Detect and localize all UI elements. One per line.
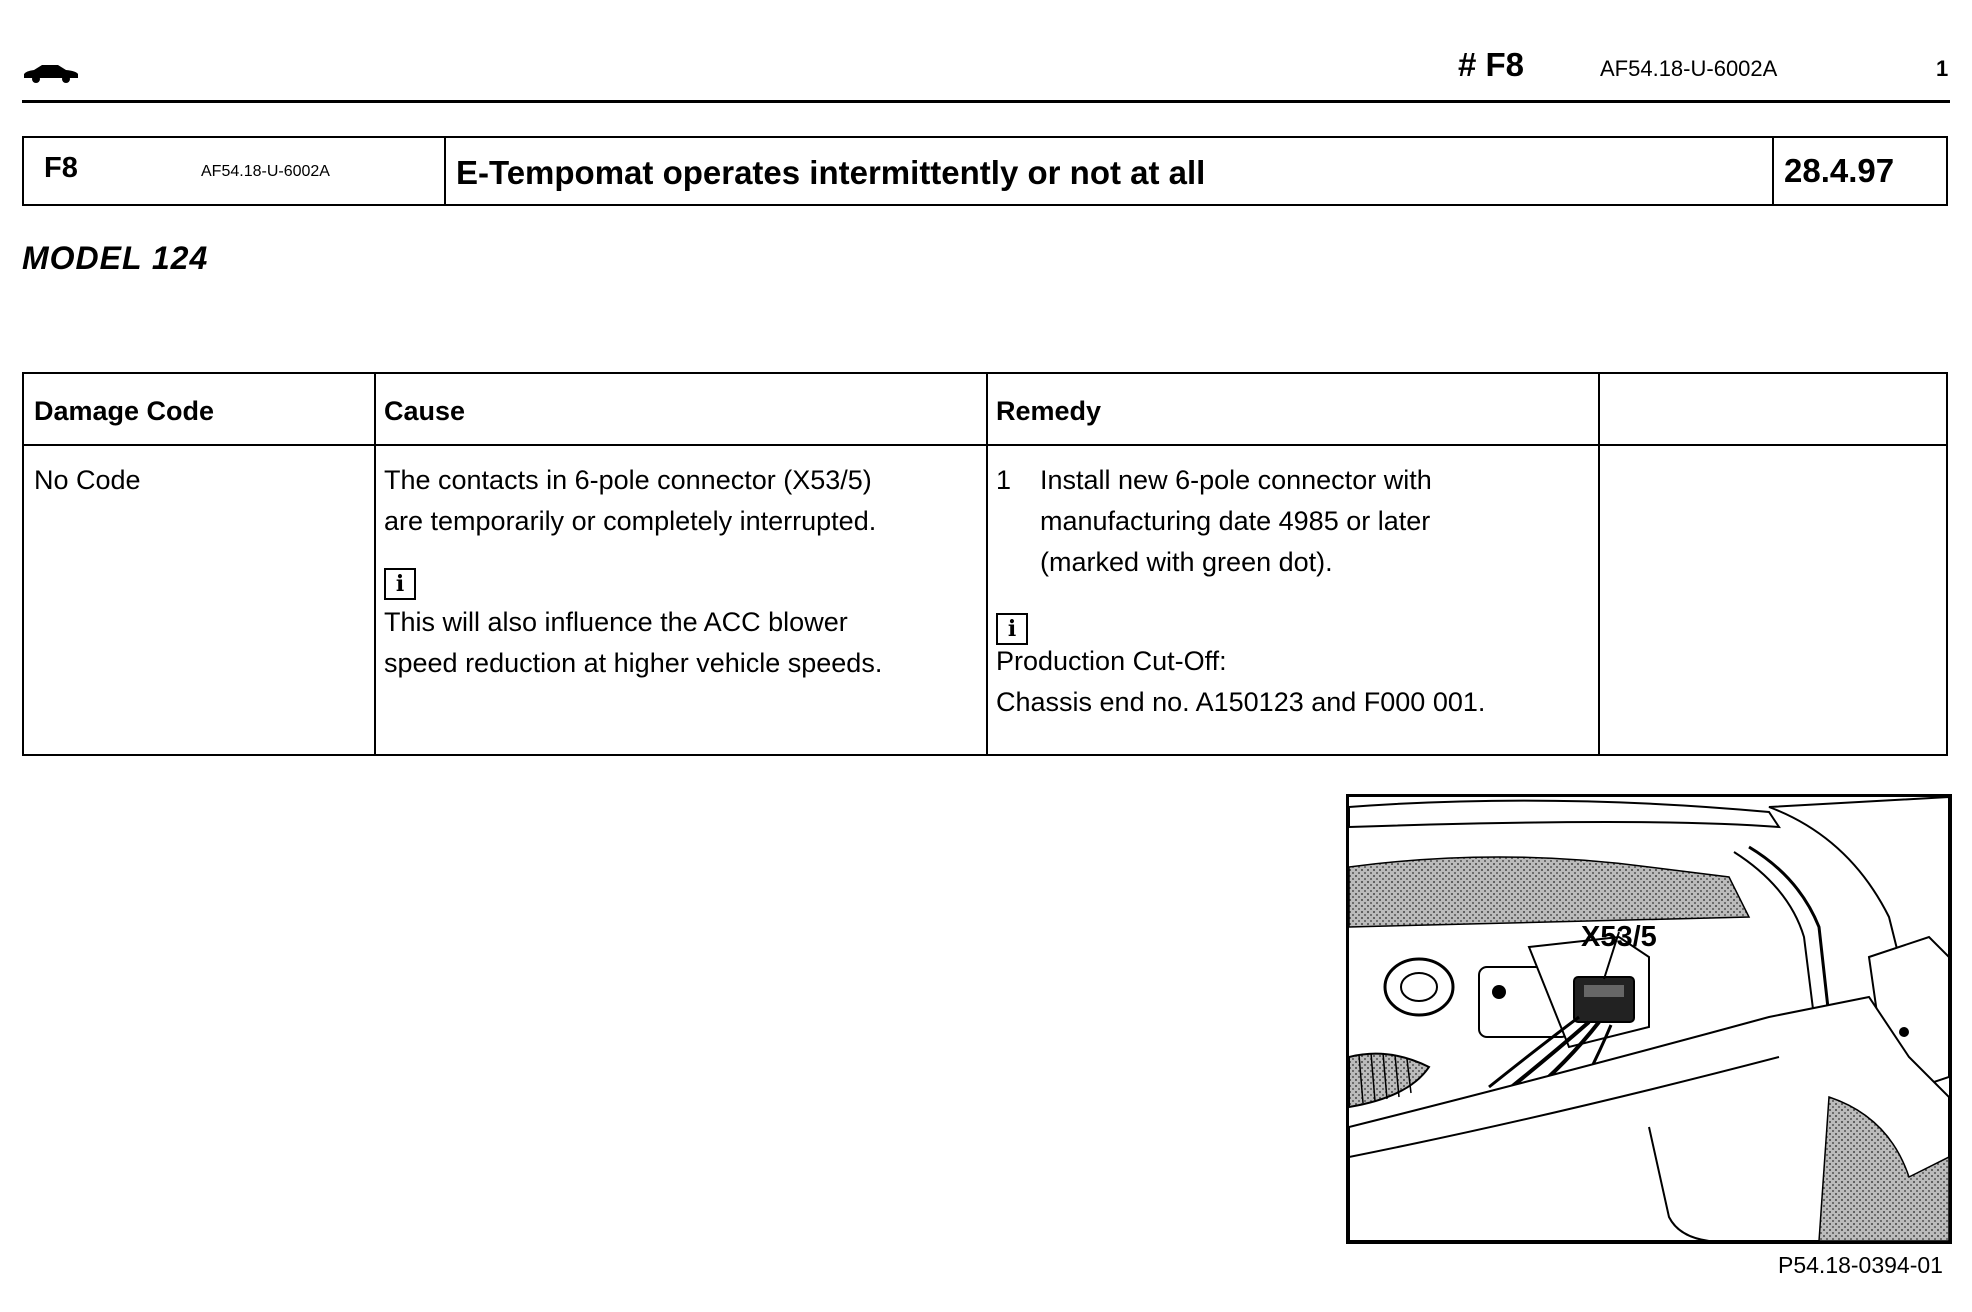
header-code: # F8 xyxy=(1458,46,1525,83)
remedy-cell xyxy=(996,460,1591,723)
cause-note-line: This will also influence the ACC blower xyxy=(384,607,848,637)
connector-location-figure xyxy=(1346,794,1952,1244)
column-divider xyxy=(1598,374,1600,754)
damage-code-cell: No Code xyxy=(34,465,141,495)
remedy-step xyxy=(996,460,1591,583)
model-heading: MODEL 124 xyxy=(22,240,209,276)
info-icon: i xyxy=(384,568,416,600)
header-page-number: 1 xyxy=(1936,56,1949,81)
header-rule xyxy=(22,100,1950,103)
title-document-number: AF54.18-U-6002A xyxy=(201,163,330,180)
info-icon: i xyxy=(996,613,1028,645)
column-header-damage-code: Damage Code xyxy=(34,396,215,426)
column-header-cause: Cause xyxy=(384,396,466,426)
figure-reference: P54.18-0394-01 xyxy=(1778,1252,1943,1278)
remedy-step-number: 1 xyxy=(996,465,1012,495)
remedy-step-line: Install new 6-pole connector with xyxy=(1040,465,1432,495)
car-icon xyxy=(22,62,80,84)
remedy-note-line: Chassis end no. A150123 and F000 001. xyxy=(996,687,1486,717)
title-divider xyxy=(444,138,446,204)
remedy-step-line: manufacturing date 4985 or later xyxy=(1040,506,1431,536)
cause-note-line: speed reduction at higher vehicle speeds. xyxy=(384,648,883,678)
column-divider xyxy=(986,374,988,754)
cause-cell xyxy=(384,460,979,684)
title-date: 28.4.97 xyxy=(1784,152,1895,189)
cause-line: are temporarily or completely interrupted. xyxy=(384,506,877,536)
remedy-step-line: (marked with green dot). xyxy=(1040,547,1333,577)
connector-label: X53/5 xyxy=(1581,921,1657,953)
diagnosis-table xyxy=(22,372,1948,756)
page-title: E-Tempomat operates intermittently or not at all xyxy=(456,154,1206,191)
column-divider xyxy=(374,374,376,754)
remedy-note-line: Production Cut-Off: xyxy=(996,646,1227,676)
cause-line: The contacts in 6-pole connector (X53/5) xyxy=(384,465,872,495)
header-document-number: AF54.18-U-6002A xyxy=(1600,56,1778,81)
column-header-remedy: Remedy xyxy=(996,396,1102,426)
title-code: F8 xyxy=(44,152,78,184)
engine-bay-illustration xyxy=(1349,797,1949,1241)
header-divider xyxy=(24,444,1946,446)
title-divider xyxy=(1772,138,1774,204)
title-box xyxy=(22,136,1948,206)
